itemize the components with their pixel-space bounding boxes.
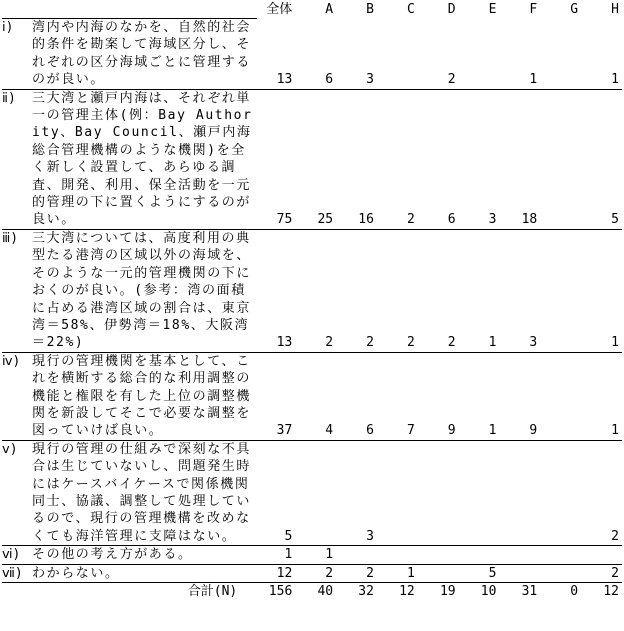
cell-h: 1 — [581, 229, 622, 352]
cell-e: 3 — [459, 89, 500, 229]
cell-c — [377, 546, 418, 564]
survey-table — [2, 1, 622, 600]
cell-a: 6 — [295, 19, 336, 90]
cell-h: 1 — [581, 19, 622, 90]
cell-total: 75 — [257, 89, 295, 229]
table-row — [2, 440, 622, 545]
cell-a: 4 — [295, 352, 336, 440]
cell-e: 1 — [459, 352, 500, 440]
cell-b: 3 — [336, 19, 377, 90]
cell-g — [540, 546, 581, 564]
cell-d: 2 — [418, 19, 459, 90]
cell-f: 18 — [499, 89, 540, 229]
cell-e: 1 — [459, 229, 500, 352]
total-cell-a: 40 — [317, 584, 334, 599]
cell-e — [459, 546, 500, 564]
header-row — [2, 1, 622, 19]
cell-h: 5 — [581, 89, 622, 229]
cell-d: 6 — [418, 89, 459, 229]
total-label: 合計(N) — [187, 584, 238, 599]
total-cell-c: 12 — [399, 584, 415, 599]
header-col-b: B — [366, 2, 374, 18]
cell-d — [418, 546, 459, 564]
cell-h: 1 — [581, 352, 622, 440]
cell-a: 2 — [295, 229, 336, 352]
total-cell-total: 156 — [268, 584, 293, 599]
cell-b: 2 — [336, 229, 377, 352]
cell-c — [377, 440, 418, 545]
header-col-h: H — [611, 2, 619, 18]
row-label — [2, 89, 257, 229]
cell-e — [459, 19, 500, 90]
row-number: ⅳ) — [2, 353, 21, 369]
cell-total: 1 — [257, 546, 295, 564]
cell-b: 3 — [336, 440, 377, 545]
cell-e: 5 — [459, 564, 500, 582]
row-number: ⅱ) — [2, 90, 16, 106]
row-text: 三大湾と瀬戸内海は、それぞれ単一の管理主体(例：Bay Authority、Bay Council、瀬戸内海総合管理機構のような機関)を全く新しく設置して、あらゆる調査、開発、利用、保全活動を一元的管理の下に置くようにするのが良い。 — [32, 90, 253, 228]
cell-g — [540, 352, 581, 440]
cell-total: 37 — [257, 352, 295, 440]
table-row — [2, 19, 622, 90]
cell-e — [459, 440, 500, 545]
table-row — [2, 229, 622, 352]
cell-d: 2 — [418, 229, 459, 352]
header-col-a: A — [325, 2, 334, 18]
cell-g — [540, 440, 581, 545]
table-row — [2, 352, 622, 440]
row-number: ⅶ) — [2, 565, 23, 581]
cell-f — [499, 564, 540, 582]
row-label — [2, 19, 257, 90]
header-col-g: G — [570, 2, 579, 18]
cell-f: 1 — [499, 19, 540, 90]
cell-c — [377, 19, 418, 90]
row-text: その他の考え方がある。 — [32, 547, 193, 563]
header-col-f: F — [529, 2, 538, 18]
total-cell-d: 19 — [439, 584, 456, 599]
row-number: ⅲ) — [2, 230, 19, 246]
cell-f: 9 — [499, 352, 540, 440]
cell-g — [540, 564, 581, 582]
cell-h: 2 — [581, 440, 622, 545]
row-label — [2, 546, 257, 564]
total-cell-b: 32 — [358, 584, 374, 599]
cell-h — [581, 546, 622, 564]
total-cell-h: 12 — [603, 584, 619, 599]
row-text: 湾内や内海のなかを、自然的社会的条件を勘案して海域区分し、それぞれの区分海域ごとに管理するのが良い。 — [32, 20, 252, 88]
cell-f: 3 — [499, 229, 540, 352]
cell-g — [540, 19, 581, 90]
cell-c: 7 — [377, 352, 418, 440]
cell-g — [540, 89, 581, 229]
cell-b: 2 — [336, 564, 377, 582]
header-total: 全体 — [266, 2, 293, 18]
row-number: ⅰ) — [2, 20, 14, 35]
header-col-e: E — [488, 2, 497, 18]
table-row — [2, 564, 622, 582]
header-col-c: C — [406, 2, 415, 18]
row-number: ⅵ) — [2, 547, 21, 563]
table-row — [2, 546, 622, 564]
row-label — [2, 564, 257, 582]
cell-g — [540, 229, 581, 352]
cell-a: 2 — [295, 564, 336, 582]
header-col-d: D — [447, 2, 456, 18]
header-blank — [2, 1, 257, 19]
cell-total: 13 — [257, 19, 295, 90]
cell-b: 6 — [336, 352, 377, 440]
total-cell-e: 10 — [480, 584, 497, 599]
cell-d: 9 — [418, 352, 459, 440]
cell-total: 5 — [257, 440, 295, 545]
total-cell-f: 31 — [521, 584, 538, 599]
row-text: わからない。 — [32, 565, 120, 581]
cell-c: 2 — [377, 89, 418, 229]
cell-d — [418, 440, 459, 545]
cell-a: 25 — [295, 89, 336, 229]
cell-a: 1 — [295, 546, 336, 564]
table-row — [2, 89, 622, 229]
total-cell-g: 0 — [570, 584, 579, 599]
row-label — [2, 352, 257, 440]
cell-c: 2 — [377, 229, 418, 352]
row-text: 現行の管理機関を基本として、これを横断する総合的な利用調整の機能と権限を有した上位の調整機関を新設してそこで必要な調整を図っていけば良い。 — [32, 353, 252, 439]
total-row — [2, 583, 622, 601]
row-text: 現行の管理の仕組みで深刻な不具合は生じていないし、問題発生時にはケースバイケースで関係機関同士、協議、調整して処理しているので、現行の管理機構を改めなくても海洋管理に支障はない。 — [32, 441, 252, 544]
row-label — [2, 440, 257, 545]
cell-h: 2 — [581, 564, 622, 582]
cell-c: 1 — [377, 564, 418, 582]
row-number: ⅴ) — [2, 441, 18, 457]
row-label — [2, 229, 257, 352]
cell-f — [499, 440, 540, 545]
cell-a — [295, 440, 336, 545]
cell-b: 16 — [336, 89, 377, 229]
cell-total: 12 — [257, 564, 295, 582]
row-text: 三大湾については、高度利用の典型たる港湾の区域以外の海域を、そのような一元的管理機関の下におくのが良い。(参考：湾の面積に占める港湾区域の割合は、東京湾＝58%、伊勢湾＝18%、大阪湾＝22%) — [32, 230, 252, 351]
cell-b — [336, 546, 377, 564]
cell-d — [418, 564, 459, 582]
cell-total: 13 — [257, 229, 295, 352]
cell-f — [499, 546, 540, 564]
